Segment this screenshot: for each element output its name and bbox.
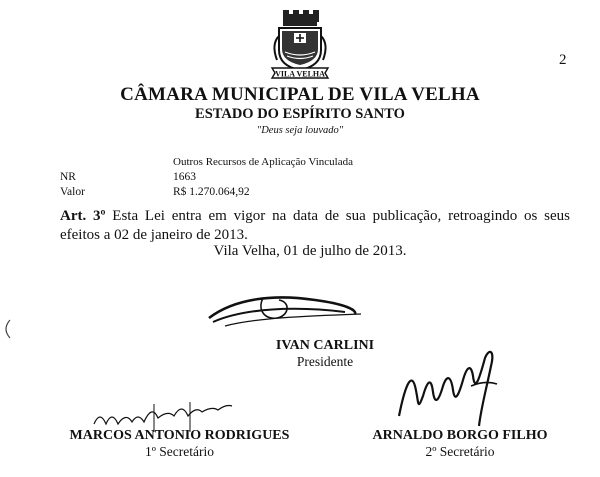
page-number: 2 (559, 52, 567, 68)
first-secretary-role: 1º Secretário (144, 444, 215, 459)
nr-value: 1663 (173, 171, 196, 183)
resource-description: Outros Recursos de Aplicação Vinculada (173, 156, 353, 168)
chamber-title: CÂMARA MUNICIPAL DE VILA VELHA (120, 84, 480, 105)
article-text: Esta Lei entra em vigor na data de sua publicação, retroagindo os seus efeitos a 02 de janeiro de 2013. (60, 208, 571, 243)
second-secretary-role: 2º Secretário (425, 444, 495, 459)
crest-banner-text: VILA VELHA (275, 69, 325, 79)
first-secretary-name: MARCOS ANTONIO RODRIGUES (69, 428, 290, 443)
date-line: Vila Velha, 01 de julho de 2013. (213, 243, 407, 259)
second-secretary-signature-icon (395, 346, 505, 428)
margin-mark-icon (2, 318, 14, 340)
valor-value: R$ 1.270.064,92 (173, 186, 250, 198)
article-label: Art. 3º (60, 208, 106, 224)
president-name: IVAN CARLINI (275, 338, 375, 353)
president-signature-icon (205, 288, 365, 336)
president-role: Presidente (296, 354, 354, 369)
state-title: ESTADO DO ESPÍRITO SANTO (195, 106, 405, 122)
motto: "Deus seja louvado" (256, 125, 344, 136)
second-secretary-name: ARNALDO BORGO FILHO (372, 428, 548, 443)
coat-of-arms-icon (269, 6, 331, 80)
valor-label: Valor (60, 186, 85, 198)
article-paragraph (60, 207, 570, 245)
nr-label: NR (60, 171, 76, 183)
